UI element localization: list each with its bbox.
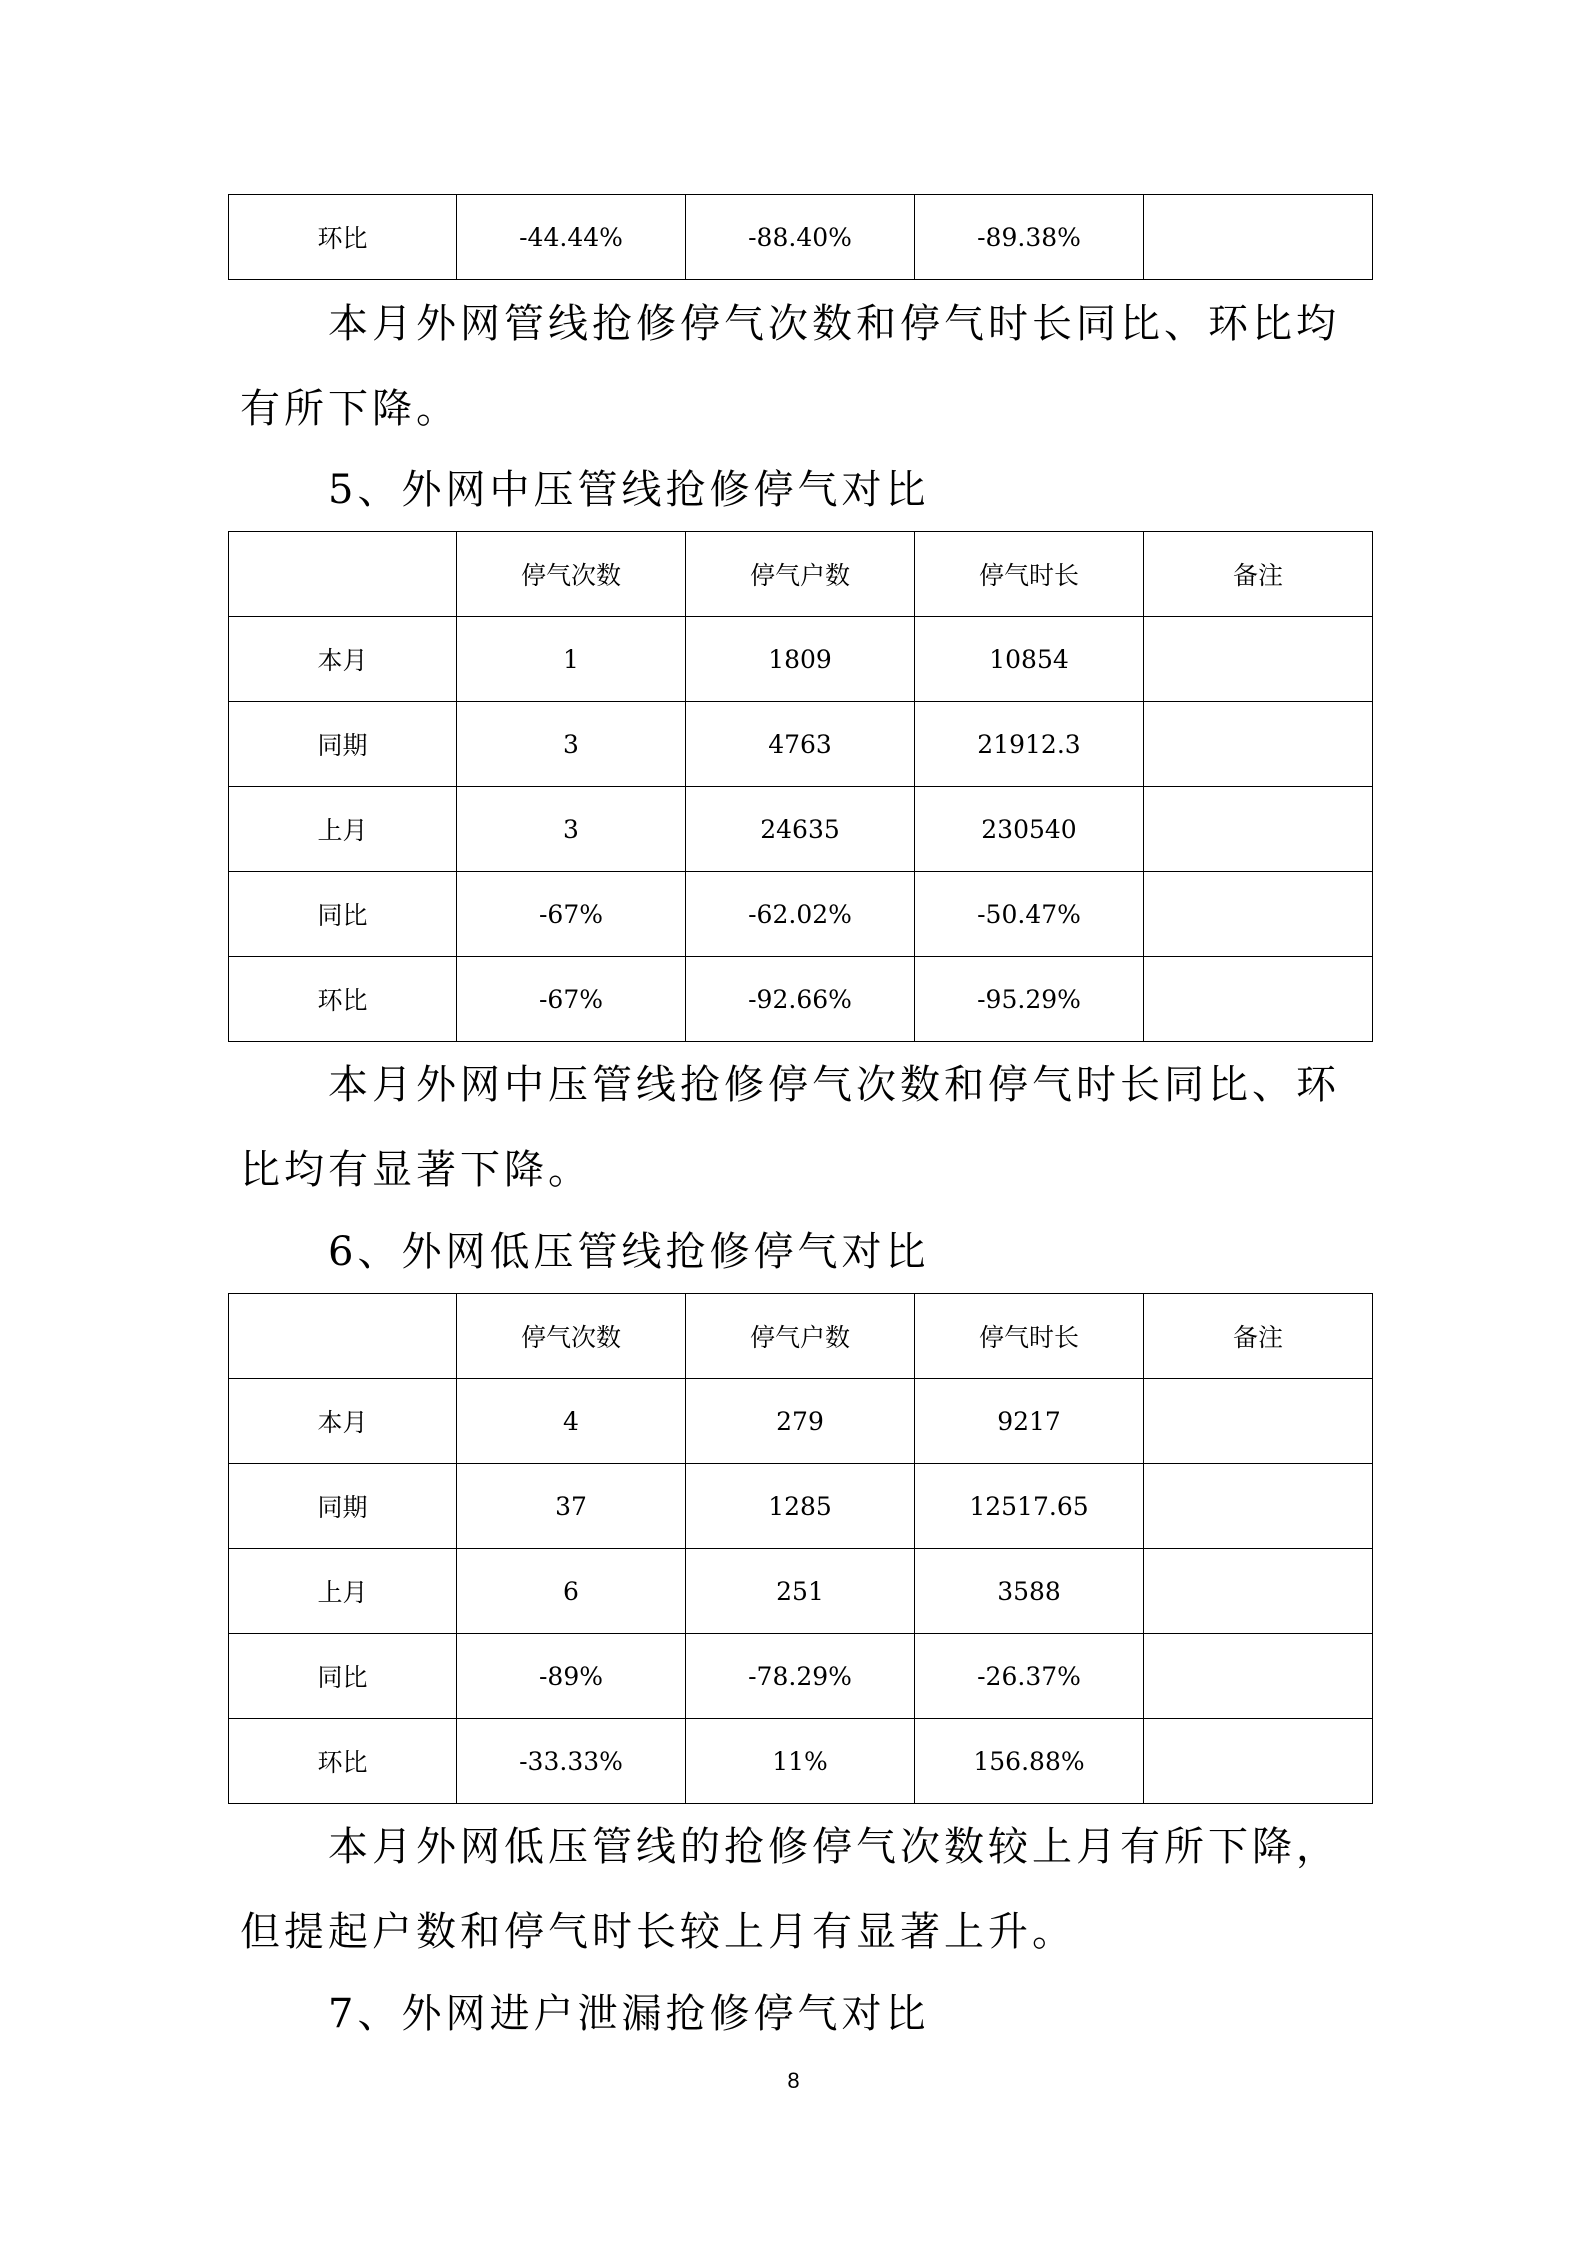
- table-cell: 12517.65: [915, 1464, 1144, 1549]
- table-cell: [1144, 702, 1373, 787]
- continued-table: [228, 194, 1373, 280]
- medium-pressure-table: [228, 531, 1373, 1042]
- table-cell: [1144, 1719, 1373, 1804]
- table-cell: 6: [457, 1549, 686, 1634]
- table-cell: 3588: [915, 1549, 1144, 1634]
- table-cell: [1144, 617, 1373, 702]
- table-cell: -67%: [457, 957, 686, 1042]
- paragraph-summary-2: 本月外网中压管线抢修停气次数和停气时长同比、环比均有显著下降。: [240, 1062, 1340, 1193]
- table-header-row: [229, 1294, 1373, 1379]
- table-cell: -44.44%: [457, 195, 686, 280]
- table-cell: 21912.3: [915, 702, 1144, 787]
- table-cell: [1144, 1379, 1373, 1464]
- table-cell: [1144, 1464, 1373, 1549]
- table-cell: -89.38%: [915, 195, 1144, 280]
- table-row: [229, 1379, 1373, 1464]
- row-label: 同期: [229, 1464, 457, 1549]
- table-cell: 11%: [686, 1719, 915, 1804]
- table-cell: -33.33%: [457, 1719, 686, 1804]
- table-header-row: [229, 532, 1373, 617]
- table-cell: [1144, 1634, 1373, 1719]
- table-cell: 1: [457, 617, 686, 702]
- row-label: 本月: [229, 1379, 457, 1464]
- table-cell: [1144, 787, 1373, 872]
- table-cell: [1144, 195, 1373, 280]
- table-cell: 279: [686, 1379, 915, 1464]
- page-number: 8: [787, 2068, 800, 2093]
- table-row: [229, 702, 1373, 787]
- table-row: [229, 617, 1373, 702]
- row-label: 同比: [229, 1634, 457, 1719]
- section-heading-6: 6、外网低压管线抢修停气对比: [328, 1229, 930, 1275]
- row-label: 环比: [229, 957, 457, 1042]
- table-cell: 24635: [686, 787, 915, 872]
- paragraph-summary-1: 本月外网管线抢修停气次数和停气时长同比、环比均有所下降。: [240, 301, 1340, 432]
- table-row: [229, 957, 1373, 1042]
- table-cell: 10854: [915, 617, 1144, 702]
- table-cell: 4763: [686, 702, 915, 787]
- table-cell: 37: [457, 1464, 686, 1549]
- section-heading-5: 5、外网中压管线抢修停气对比: [328, 467, 930, 513]
- table-row: [229, 1719, 1373, 1804]
- row-label: 环比: [229, 1719, 457, 1804]
- header-cell: 停气时长: [915, 1294, 1144, 1379]
- table-cell: -88.40%: [686, 195, 915, 280]
- row-label: 同期: [229, 702, 457, 787]
- table-row: [229, 872, 1373, 957]
- header-cell: 停气户数: [686, 532, 915, 617]
- table-cell: -26.37%: [915, 1634, 1144, 1719]
- table-cell: 1809: [686, 617, 915, 702]
- table-row: [229, 787, 1373, 872]
- header-cell: 停气次数: [457, 1294, 686, 1379]
- low-pressure-table: [228, 1293, 1373, 1804]
- table-cell: 4: [457, 1379, 686, 1464]
- table-cell: -78.29%: [686, 1634, 915, 1719]
- header-cell: 停气次数: [457, 532, 686, 617]
- table-row: [229, 1464, 1373, 1549]
- table-cell: 156.88%: [915, 1719, 1144, 1804]
- table-cell: [1144, 872, 1373, 957]
- table-cell: [1144, 1549, 1373, 1634]
- table-row: [229, 195, 1373, 280]
- header-cell: [229, 532, 457, 617]
- table-cell: 3: [457, 787, 686, 872]
- table-cell: 230540: [915, 787, 1144, 872]
- table-cell: 9217: [915, 1379, 1144, 1464]
- table-cell: 251: [686, 1549, 915, 1634]
- table-cell: -62.02%: [686, 872, 915, 957]
- table-row: [229, 1549, 1373, 1634]
- row-label: 上月: [229, 787, 457, 872]
- table-cell: -67%: [457, 872, 686, 957]
- row-label: 同比: [229, 872, 457, 957]
- table-cell: -50.47%: [915, 872, 1144, 957]
- table-cell: [1144, 957, 1373, 1042]
- table-cell: -95.29%: [915, 957, 1144, 1042]
- row-label: 上月: [229, 1549, 457, 1634]
- table-row: [229, 1634, 1373, 1719]
- header-cell: 停气时长: [915, 532, 1144, 617]
- table-cell: 1285: [686, 1464, 915, 1549]
- table-cell: 3: [457, 702, 686, 787]
- row-label: 环比: [229, 195, 457, 280]
- header-cell: 停气户数: [686, 1294, 915, 1379]
- header-cell: 备注: [1144, 532, 1373, 617]
- header-cell: [229, 1294, 457, 1379]
- section-heading-7: 7、外网进户泄漏抢修停气对比: [328, 1991, 930, 2037]
- paragraph-summary-3: 本月外网低压管线的抢修停气次数较上月有所下降，但提起户数和停气时长较上月有显著上升。: [240, 1824, 1340, 1955]
- table-cell: -92.66%: [686, 957, 915, 1042]
- row-label: 本月: [229, 617, 457, 702]
- header-cell: 备注: [1144, 1294, 1373, 1379]
- table-cell: -89%: [457, 1634, 686, 1719]
